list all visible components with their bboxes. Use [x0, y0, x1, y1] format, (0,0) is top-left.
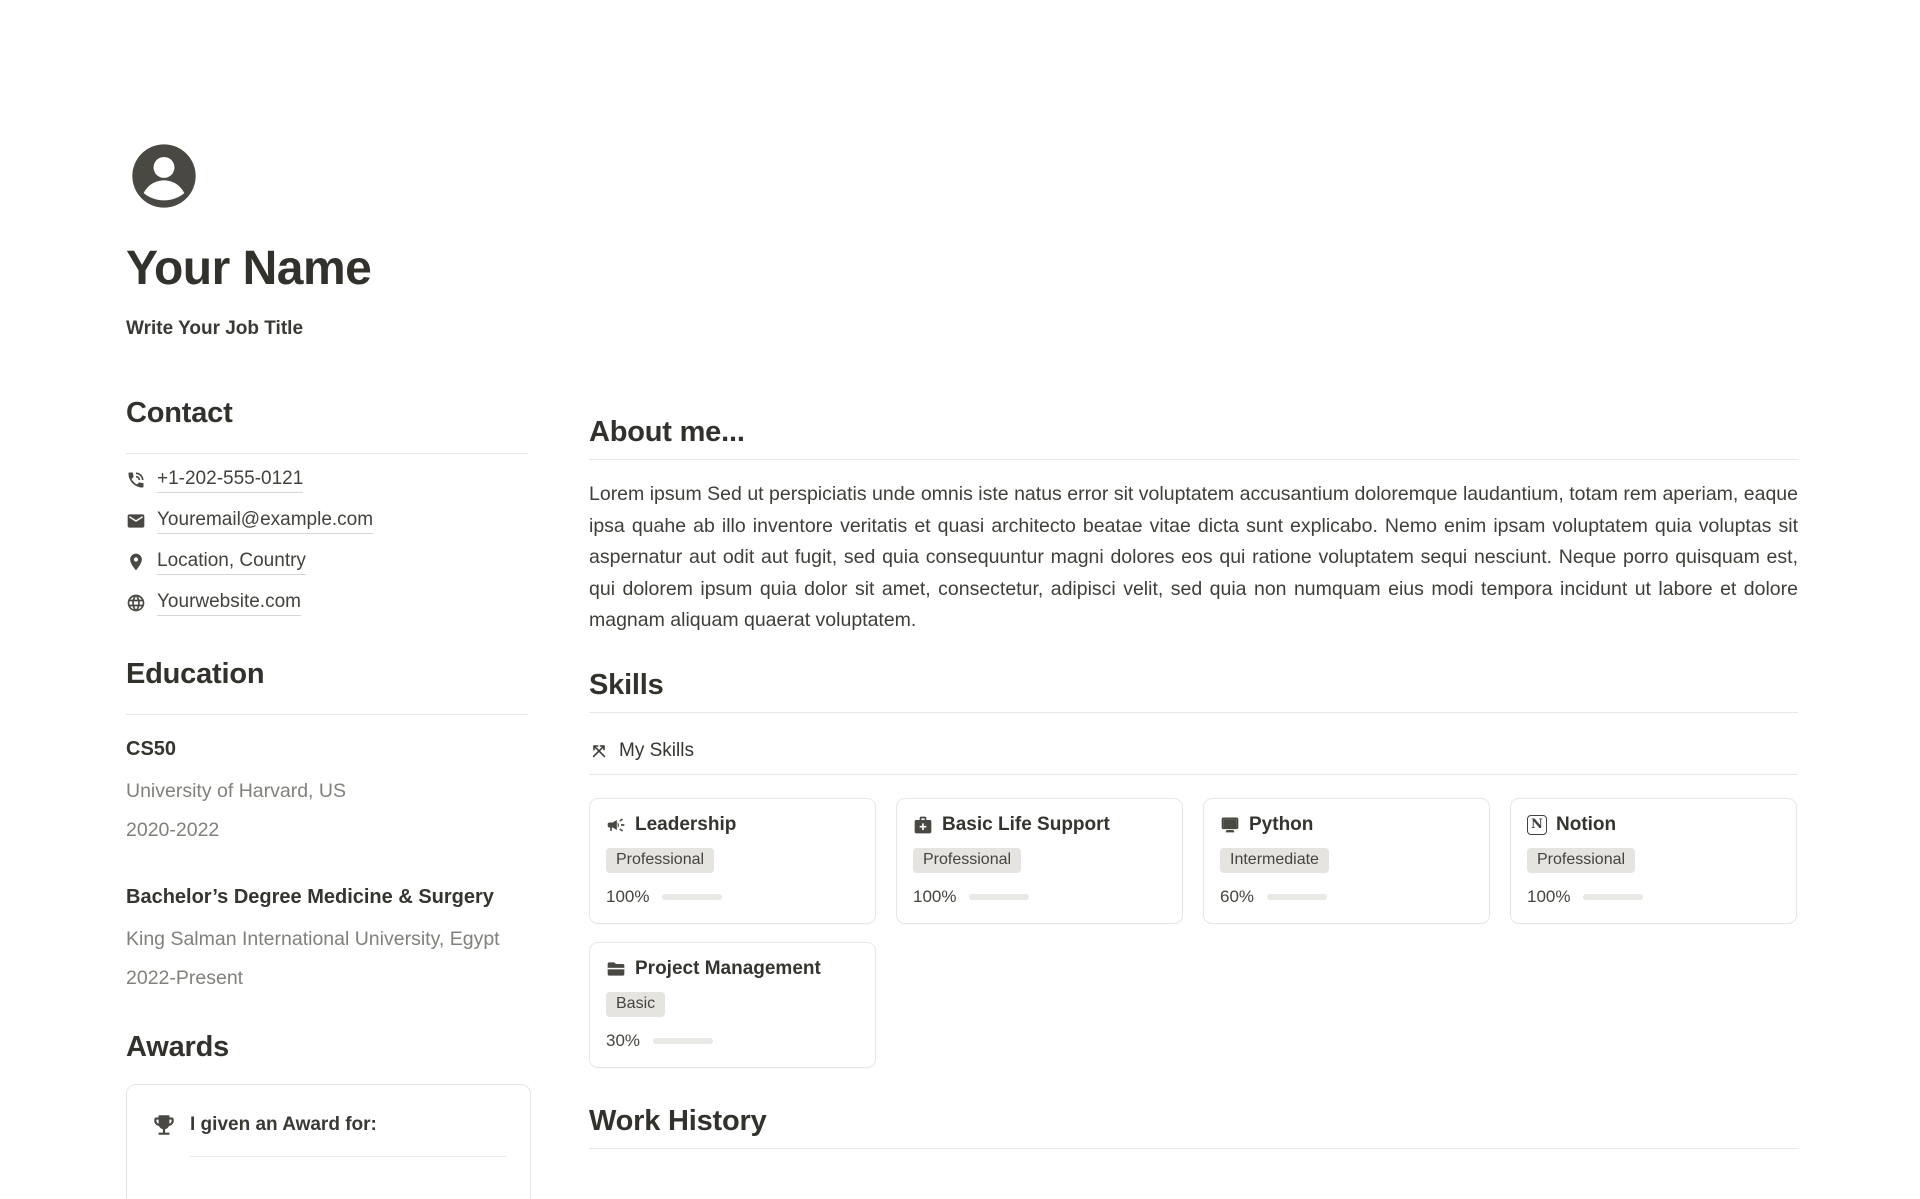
- first-aid-kit-icon: [913, 815, 933, 835]
- phone-icon: [126, 470, 146, 490]
- email-link[interactable]: Youremail@example.com: [157, 509, 373, 534]
- skill-name: Notion: [1556, 813, 1617, 835]
- skill-name: Python: [1249, 813, 1314, 835]
- skills-gallery-label: My Skills: [619, 739, 694, 761]
- education-degree: Bachelor’s Degree Medicine & Surgery: [126, 885, 494, 908]
- skills-divider: [589, 712, 1798, 713]
- education-divider: [126, 714, 528, 715]
- right-column: [589, 0, 1798, 1199]
- about-paragraph: Lorem ipsum Sed ut perspiciatis unde omnis iste natus error sit voluptatem accusantium doloremque laudantium, totam rem aperiam, eaque ipsa quahe ab illo inventore veritatis et quasi architecto beatae vitae dicta sunt explicabo. Nemo enim ipsam voluptatem quia voluptas sit aspernatur aut odit aut fugit, sed quia consequuntur magni dolores eos qui ratione voluptatem sequi nesciunt. Neque porro quisquam est, qui dolorem ipsum quia dolor sit amet, consectetur, adipisci velit, sed quia non numquam eius modi tempora incidunt ut labore et dolore magnam aliquam quaerat voluptatem.: [589, 483, 1798, 631]
- skill-card-leadership[interactable]: [589, 798, 876, 924]
- skill-progress-bar: [969, 894, 1029, 900]
- skill-name: Project Management: [635, 957, 821, 979]
- education-dates: 2020-2022: [126, 818, 220, 841]
- skill-progress-bar: [653, 1038, 713, 1044]
- skill-level-badge: Basic: [606, 992, 665, 1017]
- skills-gallery-tab[interactable]: [589, 737, 1798, 765]
- skill-progress-bar: [1267, 894, 1327, 900]
- skill-percent: 100%: [1527, 886, 1571, 906]
- skills-card-grid: [589, 798, 1798, 1068]
- skill-level-badge: Professional: [1527, 848, 1635, 873]
- work-history-heading: Work History: [589, 1104, 767, 1137]
- skills-heading: Skills: [589, 668, 664, 701]
- skill-card-notion[interactable]: [1510, 798, 1797, 924]
- education-degree: CS50: [126, 737, 177, 760]
- work-history-divider: [589, 1148, 1798, 1149]
- mail-icon: [126, 511, 146, 531]
- page-title: Your Name: [126, 242, 372, 295]
- awards-heading: Awards: [126, 1030, 230, 1063]
- skill-percent: 30%: [606, 1030, 641, 1050]
- contact-heading: Contact: [126, 396, 233, 429]
- location-icon: [126, 552, 146, 572]
- education-school: University of Harvard, US: [126, 779, 346, 802]
- contact-row-phone[interactable]: [126, 460, 528, 501]
- left-column: [126, 0, 528, 1199]
- skill-name: Basic Life Support: [942, 813, 1110, 835]
- skill-progress-bar: [662, 894, 722, 900]
- skill-name: Leadership: [635, 813, 737, 835]
- education-heading: Education: [126, 657, 265, 690]
- avatar[interactable]: [126, 138, 202, 214]
- skill-percent: 100%: [606, 886, 650, 906]
- website-link[interactable]: Yourwebsite.com: [157, 591, 301, 616]
- about-divider: [589, 459, 1798, 460]
- about-heading: About me...: [589, 416, 745, 448]
- education-entry: [126, 737, 528, 842]
- education-school: King Salman International University, Egypt: [126, 927, 500, 950]
- award-input-line[interactable]: [190, 1156, 506, 1157]
- contact-row-website[interactable]: [126, 583, 528, 624]
- education-entry: [126, 885, 528, 990]
- globe-icon: [126, 593, 146, 613]
- skill-percent: 60%: [1220, 886, 1255, 906]
- award-card[interactable]: [126, 1084, 531, 1199]
- skill-level-badge: Intermediate: [1220, 848, 1329, 873]
- job-title: Write Your Job Title: [126, 317, 304, 339]
- phone-link[interactable]: +1-202-555-0121: [157, 468, 303, 493]
- skill-level-badge: Professional: [606, 848, 714, 873]
- skill-level-badge: Professional: [913, 848, 1021, 873]
- crossed-arrows-icon: [589, 741, 609, 761]
- location-link[interactable]: Location, Country: [157, 550, 306, 575]
- skills-gallery-divider: [589, 774, 1798, 775]
- education-dates: 2022-Present: [126, 966, 244, 989]
- megaphone-icon: [606, 815, 626, 835]
- skill-card-python[interactable]: [1203, 798, 1490, 924]
- folder-icon: [606, 959, 626, 979]
- skill-card-project-management[interactable]: [589, 942, 876, 1068]
- skill-card-basic-life-support[interactable]: [896, 798, 1183, 924]
- contact-row-location[interactable]: [126, 542, 528, 583]
- computer-icon: [1220, 815, 1240, 835]
- trophy-icon: [151, 1112, 177, 1138]
- notion-icon: N: [1527, 815, 1547, 835]
- award-label: I given an Award for:: [190, 1113, 377, 1135]
- award-card-header: [151, 1112, 506, 1138]
- skill-progress-bar: [1583, 894, 1643, 900]
- contact-list: [126, 460, 528, 624]
- skill-percent: 100%: [913, 886, 957, 906]
- contact-row-email[interactable]: [126, 501, 528, 542]
- contact-divider: [126, 453, 528, 454]
